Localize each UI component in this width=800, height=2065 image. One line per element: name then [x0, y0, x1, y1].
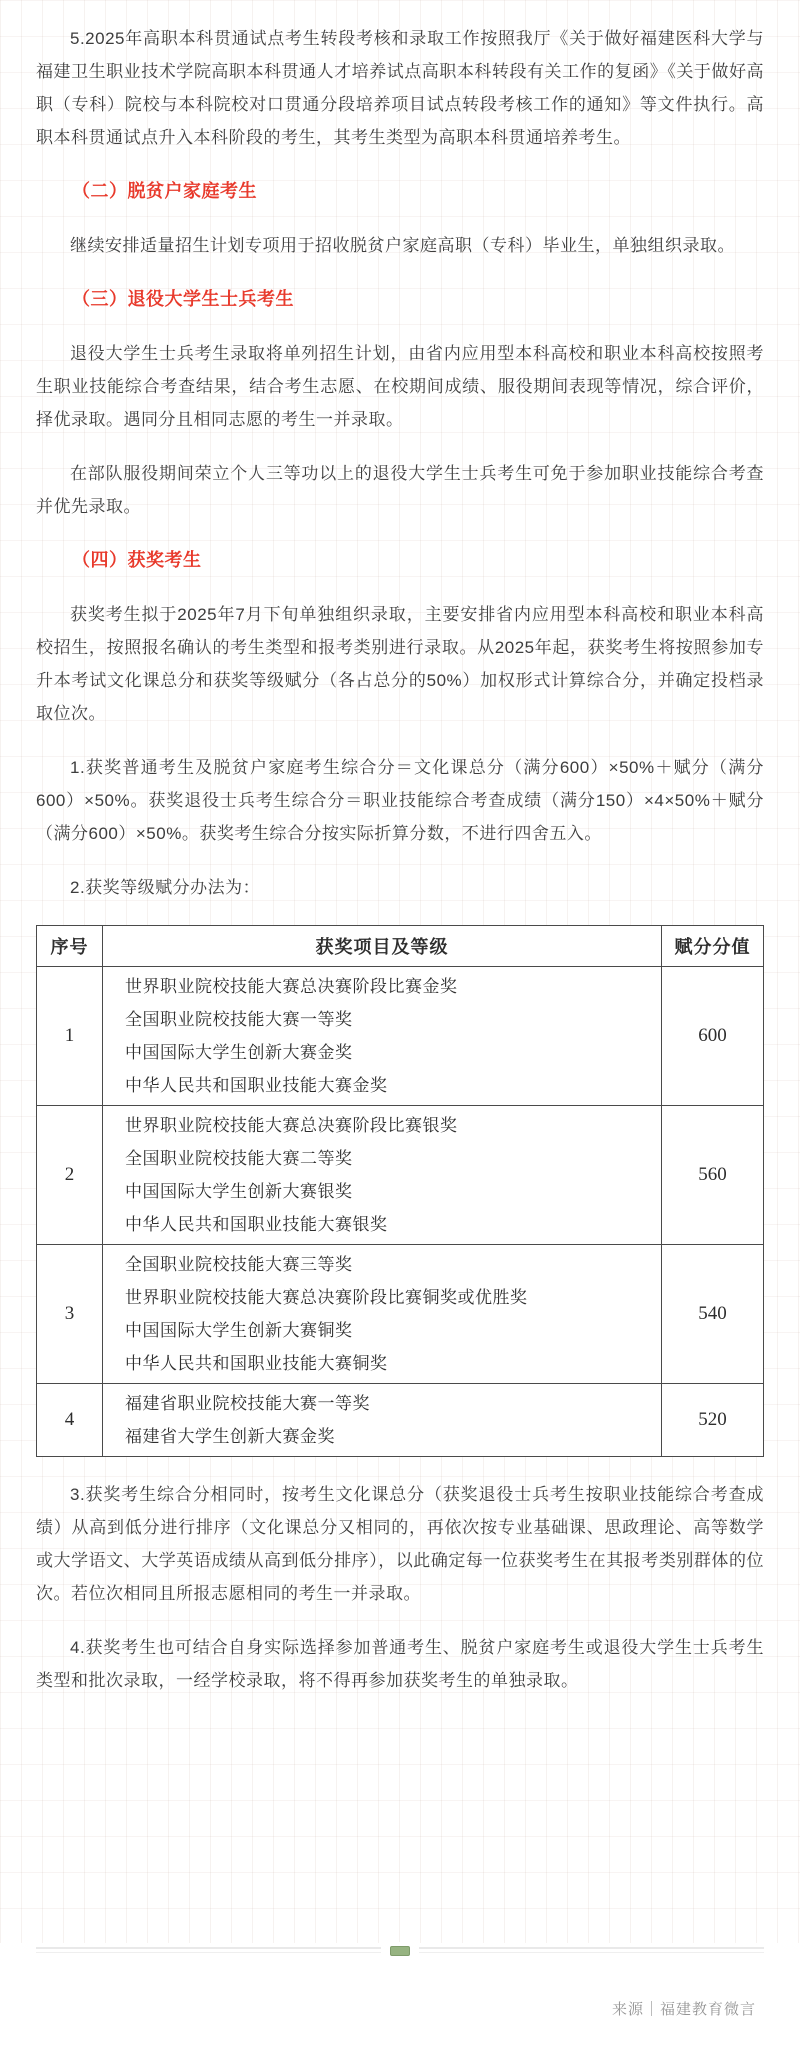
section-heading-3-veteran: （三）退役大学生士兵考生: [72, 289, 294, 309]
award-item: 中国国际大学生创新大赛铜奖: [125, 1321, 353, 1340]
row-awards: [103, 1384, 662, 1457]
table-row: [37, 1106, 764, 1245]
award-item: 中国国际大学生创新大赛金奖: [125, 1043, 353, 1062]
paragraph-poverty: 继续安排适量招生计划专项用于招收脱贫户家庭高职（专科）毕业生，单独组织录取。: [70, 236, 735, 255]
col-header-no: 序号: [37, 926, 103, 967]
row-no: 2: [37, 1106, 103, 1245]
row-awards: [103, 1245, 662, 1384]
award-item: 世界职业院校技能大赛总决赛阶段比赛银奖: [125, 1116, 458, 1135]
paragraph-veteran-2: 在部队服役期间荣立个人三等功以上的退役大学生士兵考生可免于参加职业技能综合考查并优先录取。: [36, 464, 764, 516]
table-header-row: [37, 926, 764, 967]
paragraph-award-2: 2.获奖等级赋分办法为：: [70, 878, 261, 897]
award-item: 世界职业院校技能大赛总决赛阶段比赛金奖: [125, 977, 458, 996]
award-item: 福建省职业院校技能大赛一等奖: [125, 1394, 370, 1413]
section-heading-2-poverty: （二）脱贫户家庭考生: [72, 181, 257, 201]
col-header-score: 赋分分值: [662, 926, 764, 967]
award-item: 中华人民共和国职业技能大赛银奖: [125, 1215, 388, 1234]
divider-green-marker: [390, 1946, 410, 1956]
paragraph-award-3: 3.获奖考生综合分相同时，按考生文化课总分（获奖退役士兵考生按职业技能综合考查成绩）从高到低分进行排序（文化课总分又相同的，再依次按专业基础课、思政理论、高等数学或大学语文、大学英语成绩从高到低分排序），以此确定每一位获奖考生在其报考类别群体的位次。若位次相同且所报志愿相同的考生一并录取。: [36, 1485, 764, 1603]
award-item: 全国职业院校技能大赛三等奖: [125, 1255, 353, 1274]
paragraph-award-1: 1.获奖普通考生及脱贫户家庭考生综合分＝文化课总分（满分600）×50%＋赋分（满分600）×50%。获奖退役士兵考生综合分＝职业技能综合考查成绩（满分150）×4×50%＋赋分（满分600）×50%。获奖考生综合分按实际折算分数，不进行四舍五入。: [36, 758, 764, 843]
award-item: 全国职业院校技能大赛一等奖: [125, 1010, 353, 1029]
row-score: 600: [662, 967, 764, 1106]
row-score: 540: [662, 1245, 764, 1384]
award-score-table: [36, 925, 764, 1457]
row-awards: [103, 1106, 662, 1245]
section-heading-4-award: （四）获奖考生: [72, 550, 202, 570]
source-attribution: 来源｜福建教育微言: [611, 2001, 756, 2018]
table-row: [37, 1245, 764, 1384]
row-score: 520: [662, 1384, 764, 1457]
col-header-award: 获奖项目及等级: [103, 926, 662, 967]
table-row: [37, 1384, 764, 1457]
award-item: 中华人民共和国职业技能大赛铜奖: [125, 1354, 388, 1373]
paragraph-item5: 5.2025年高职本科贯通试点考生转段考核和录取工作按照我厅《关于做好福建医科大学与福建卫生职业技术学院高职本科贯通人才培养试点高职本科转段有关工作的复函》《关于做好高职（专科）院校与本科院校对口贯通分段培养项目试点转段考核工作的通知》等文件执行。高职本科贯通试点升入本科阶段的考生，其考生类型为高职本科贯通培养考生。: [36, 29, 764, 147]
row-no: 3: [37, 1245, 103, 1384]
award-item: 全国职业院校技能大赛二等奖: [125, 1149, 353, 1168]
paragraph-award-4: 4.获奖考生也可结合自身实际选择参加普通考生、脱贫户家庭考生或退役大学生士兵考生类型和批次录取，一经学校录取，将不得再参加获奖考生的单独录取。: [36, 1638, 764, 1690]
paragraph-award-intro: 获奖考生拟于2025年7月下旬单独组织录取，主要安排省内应用型本科高校和职业本科高校招生，按照报名确认的考生类型和报考类别进行录取。从2025年起，获奖考生将按照参加专升本考试文化课总分和获奖等级赋分（各占总分的50%）加权形式计算综合分，并确定投档录取位次。: [36, 605, 764, 723]
award-item: 福建省大学生创新大赛金奖: [125, 1427, 335, 1446]
divider-marker-wrap: [381, 1942, 419, 1960]
table-row: [37, 967, 764, 1106]
row-awards: [103, 967, 662, 1106]
award-item: 世界职业院校技能大赛总决赛阶段比赛铜奖或优胜奖: [125, 1288, 528, 1307]
row-no: 1: [37, 967, 103, 1106]
paragraph-veteran-1: 退役大学生士兵考生录取将单列招生计划，由省内应用型本科高校和职业本科高校按照考生职业技能综合考查结果，结合考生志愿、在校期间成绩、服役期间表现等情况，综合评价，择优录取。遇同分且相同志愿的考生一并录取。: [36, 344, 764, 429]
award-item: 中国国际大学生创新大赛银奖: [125, 1182, 353, 1201]
award-item: 中华人民共和国职业技能大赛金奖: [125, 1076, 388, 1095]
article-end-divider: [36, 1945, 764, 1959]
row-no: 4: [37, 1384, 103, 1457]
row-score: 560: [662, 1106, 764, 1245]
